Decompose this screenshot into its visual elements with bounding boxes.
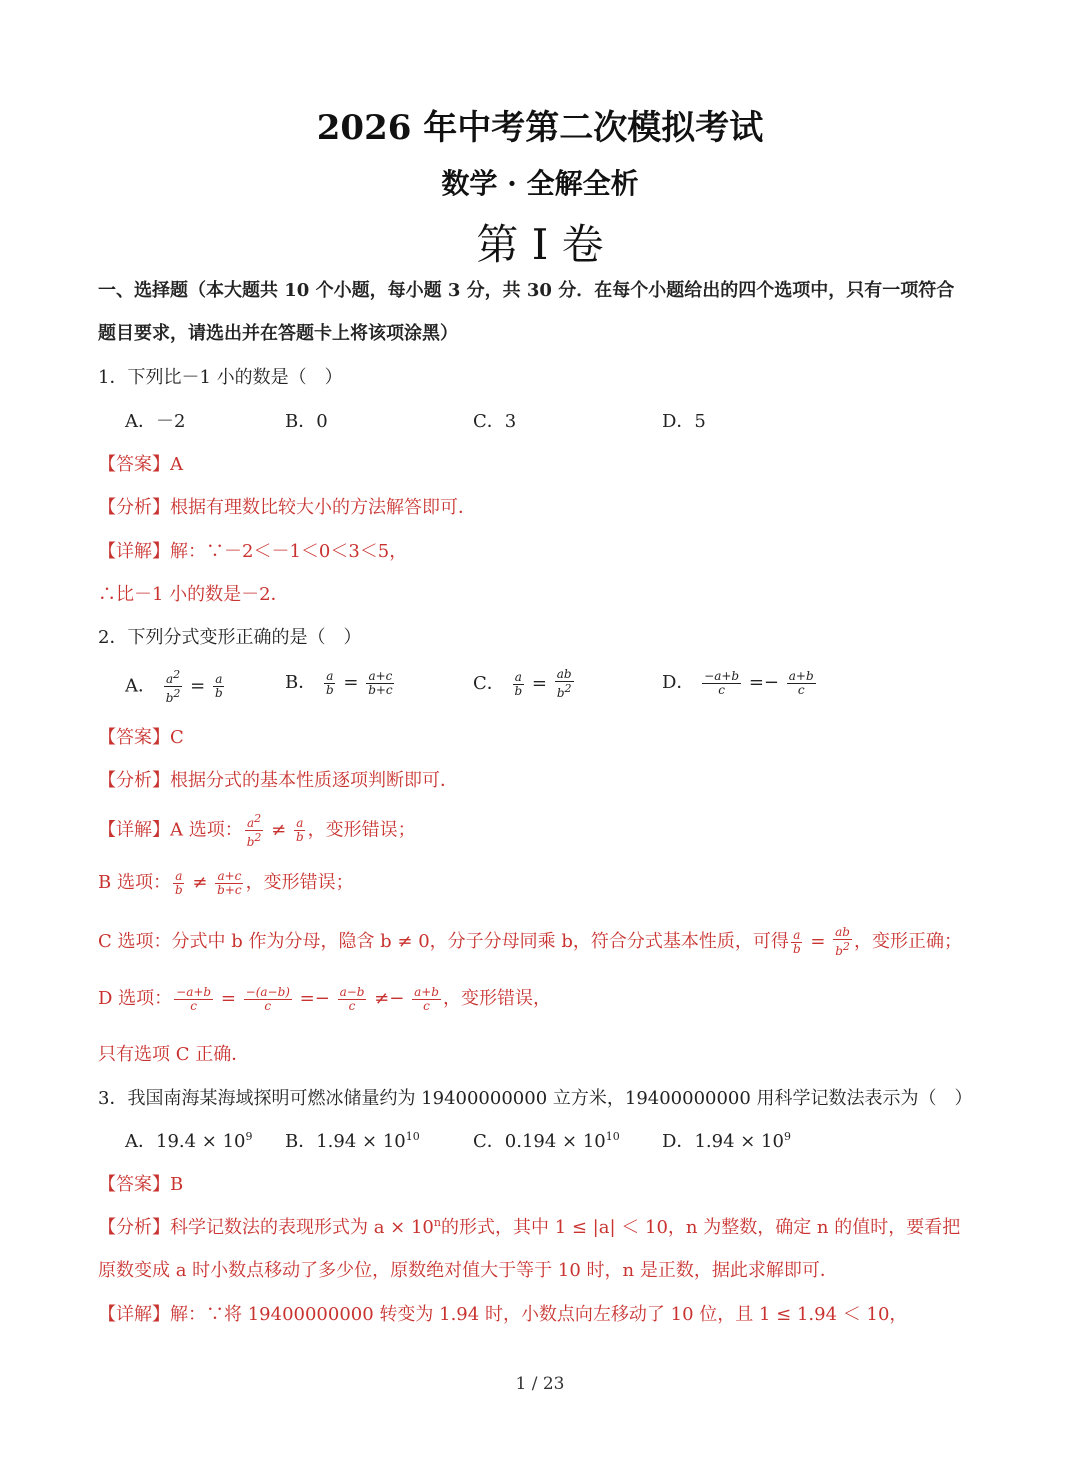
q3-option-b-base: 1.94 × 10: [316, 1131, 406, 1152]
fraction: $\frac{a}{b}$: [514, 669, 523, 698]
q3-option-d-label: D．: [662, 1131, 695, 1152]
q3-option-a: [125, 1127, 253, 1153]
q1-option-a: A．－2: [125, 411, 186, 432]
exam-title: 2026 年中考第二次模拟考试: [316, 108, 764, 148]
q2-option-b: B． $\frac{a}{b}$ = $\frac{a+c}{b+c}$: [285, 668, 393, 697]
q2-option-b-label: B．: [285, 672, 317, 693]
section-instruction-line2: 题目要求，请选出并在答题卡上将该项涂黑）: [98, 323, 458, 344]
fraction: $\frac{a+b}{c}$: [788, 668, 814, 697]
fraction: $\frac{a}{b}$: [174, 868, 183, 897]
q2-option-c: C． $\frac{a}{b}$ = $\frac{ab}{b^2}$: [473, 667, 572, 700]
fraction: $\frac{a+c}{b+c}$: [217, 868, 242, 897]
q3-option-c-exp: 10: [605, 1130, 620, 1143]
q3-stem: 3．我国南海某海域探明可燃冰储量约为 19400000000 立方米，19400000000 用科学记数法表示为（ ）: [98, 1088, 973, 1109]
q2-detail-b-suffix: ，变形错误；: [245, 872, 354, 893]
q3-analysis-label: 【分析】: [98, 1217, 170, 1238]
q2-detail-a: 【详解】A 选项： $\frac{a^2}{b^2}$ ≠ $\frac{a}{b}$ ，变形错误；: [98, 812, 416, 849]
q2-detail-c-prefix: C 选项：分式中 b 作为分母，隐含 b ≠ 0，分子分母同乘 b，符合分式基本性质，可得: [98, 931, 789, 952]
fraction: $\frac{a}{b}$: [325, 668, 334, 697]
q2-detail-d-prefix: D 选项：: [98, 988, 173, 1009]
q1-detail: [98, 537, 407, 563]
q2-option-d-label: D．: [662, 672, 695, 693]
q1-answer: 【答案】A: [98, 454, 183, 475]
q3-option-b-label: B．: [285, 1131, 317, 1152]
fraction: $\frac{a-b}{c}$: [339, 984, 365, 1013]
q1-conclusion: ∴比－1 小的数是－2．: [98, 584, 289, 605]
q2-option-a-label: A．: [125, 675, 156, 697]
section-instruction-line1: 一、选择题（本大题共 10 个小题，每小题 3 分，共 30 分．在每个小题给出的四个选项中，只有一项符合: [98, 280, 955, 301]
q1-analysis: 【分析】根据有理数比较大小的方法解答即可．: [98, 497, 476, 518]
q3-analysis-text1: 科学记数法的表现形式为 a × 10: [170, 1217, 434, 1238]
q3-analysis-exponent: n: [433, 1216, 441, 1229]
volume-heading: 第 I 卷: [476, 220, 604, 269]
q1-detail-label: 【详解】: [98, 541, 170, 562]
fraction: $\frac{a}{b}$: [295, 816, 304, 844]
fraction: $\frac{a^2}{b^2}$: [165, 668, 181, 705]
q3-option-a-base: 19.4 × 10: [156, 1131, 246, 1152]
q3-option-a-exp: 9: [245, 1130, 253, 1143]
q2-detail-b: B 选项： $\frac{a}{b}$ ≠ $\frac{a+c}{b+c}$ ，变形错误；: [98, 868, 354, 897]
fraction: $\frac{-(a-b)}{c}$: [245, 984, 290, 1013]
fraction: $\frac{-a+b}{c}$: [176, 984, 212, 1013]
q3-answer: 【答案】B: [98, 1174, 184, 1195]
fraction: $\frac{a}{b}$: [792, 927, 801, 956]
q3-analysis-line1: [98, 1213, 960, 1239]
fraction: $\frac{a^2}{b^2}$: [246, 812, 262, 849]
q2-detail-b-prefix: B 选项：: [98, 872, 171, 893]
exam-subtitle: 数学 · 全解全析: [441, 167, 639, 200]
page-number: 1 / 23: [515, 1374, 565, 1394]
q3-detail-label: 【详解】: [98, 1304, 170, 1325]
q3-option-d-base: 1.94 × 10: [694, 1131, 784, 1152]
fraction: $\frac{ab}{b^2}$: [556, 667, 572, 700]
q3-option-d: [662, 1127, 791, 1153]
q2-detail-d: D 选项： $\frac{-a+b}{c}$ = $\frac{-(a-b)}{c}$ =− $\frac{a-b}{c}$ ≠− $\frac{a+b}{c}$ ，变形错误，: [98, 984, 551, 1013]
q3-option-b-exp: 10: [405, 1130, 420, 1143]
q2-option-d: D． $\frac{-a+b}{c}$ =− $\frac{a+b}{c}$: [662, 668, 814, 697]
q3-detail: [98, 1300, 907, 1326]
q2-detail-d-suffix: ，变形错误，: [442, 988, 551, 1009]
q1-option-d: D．5: [662, 411, 706, 432]
q3-option-c-base: 0.194 × 10: [504, 1131, 606, 1152]
q2-detail-a-prefix: A 选项：: [170, 819, 243, 841]
fraction: $\frac{a+c}{b+c}$: [368, 668, 393, 697]
q3-option-a-label: A．: [125, 1131, 156, 1152]
fraction: $\frac{ab}{b^2}$: [835, 925, 850, 958]
q3-detail-text: 解：∵将 19400000000 转变为 1.94 时，小数点向左移动了 10 位，且 1 ≤ 1.94 ＜ 10，: [170, 1304, 908, 1325]
q2-conclusion: 只有选项 C 正确．: [98, 1044, 250, 1065]
q3-option-c: [473, 1127, 620, 1153]
q3-option-c-label: C．: [473, 1131, 505, 1152]
q2-stem: 2．下列分式变形正确的是（ ）: [98, 627, 362, 648]
q1-stem: 1．下列比－1 小的数是（ ）: [98, 367, 343, 388]
q2-detail-a-suffix: ，变形错误；: [307, 819, 416, 841]
q3-option-b: [285, 1127, 420, 1153]
q2-answer: 【答案】C: [98, 727, 184, 748]
q3-option-d-exp: 9: [783, 1130, 791, 1143]
q2-option-c-label: C．: [473, 673, 505, 694]
q2-detail-c-suffix: ，变形正确；: [854, 931, 962, 952]
fraction: $\frac{-a+b}{c}$: [704, 668, 740, 697]
q2-detail-c: C 选项：分式中 b 作为分母，隐含 b ≠ 0，分子分母同乘 b，符合分式基本性质，可得 $\frac{a}{b}$ = $\frac{ab}{b^2}$ ，变形正确；: [98, 925, 962, 958]
q2-option-a: A． $\frac{a^2}{b^2}$ = $\frac{a}{b}$: [125, 668, 223, 705]
fraction: $\frac{a+b}{c}$: [414, 984, 439, 1013]
q3-analysis-line2: 原数变成 a 时小数点移动了多少位，原数绝对值大于等于 10 时，n 是正数，据此求解即可．: [98, 1260, 838, 1281]
q3-analysis-text2: 的形式，其中 1 ≤ |a| ＜ 10，n 为整数，确定 n 的值时，要看把: [440, 1217, 961, 1238]
q2-analysis: 【分析】根据分式的基本性质逐项判断即可．: [98, 770, 458, 791]
fraction: $\frac{a}{b}$: [214, 672, 223, 700]
q2-detail-label: 【详解】: [98, 819, 170, 841]
q1-detail-text: 解：∵－2＜－1＜0＜3＜5，: [170, 541, 408, 562]
q1-option-c: C．3: [473, 411, 517, 432]
q1-option-b: B．0: [285, 411, 328, 432]
